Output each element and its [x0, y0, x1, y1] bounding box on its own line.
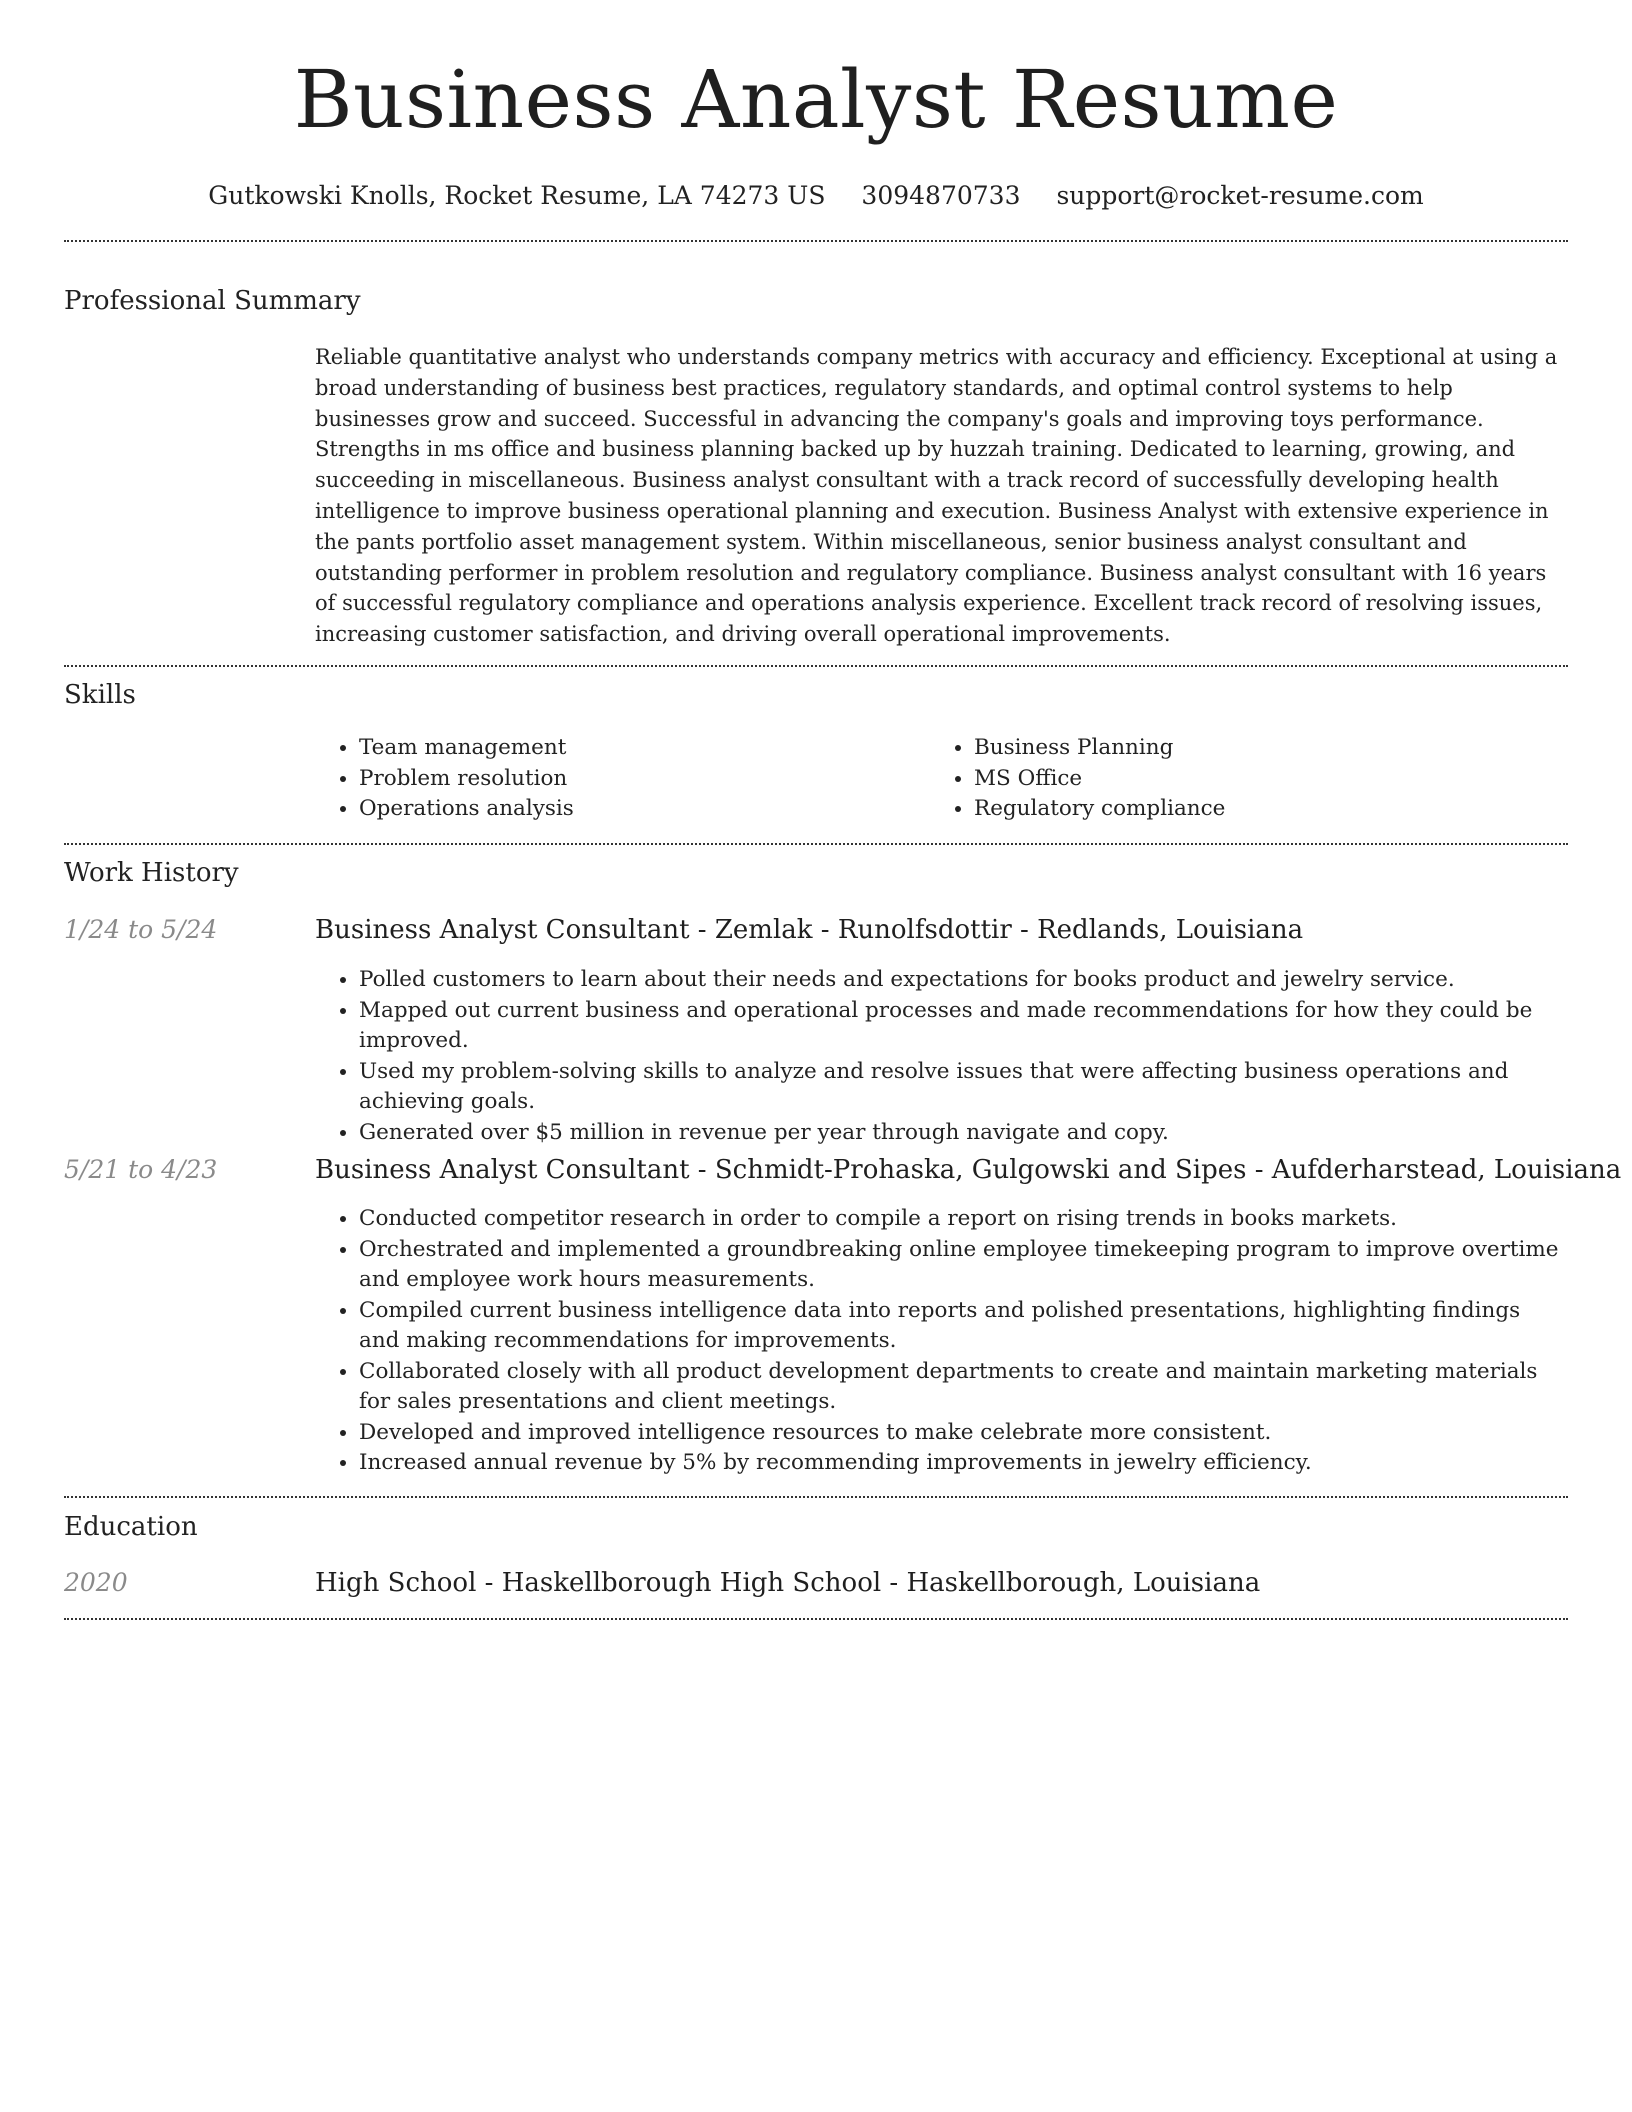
job-title: Business Analyst Consultant: [315, 1155, 690, 1185]
job-title: Business Analyst Consultant: [315, 915, 690, 945]
job-bullet: • Orchestrated and implemented a groundbreaking online employee timekeeping program to improve overtime and employee work hours measurements.: [359, 1235, 1567, 1296]
divider: [64, 1496, 1568, 1498]
skill-item: • MS Office: [974, 764, 1574, 795]
divider: [64, 1618, 1568, 1620]
contact-phone: 3094870733: [861, 181, 1021, 210]
job-bullet: • Increased annual revenue by 5% by recommending improvements in jewelry efficiency.: [359, 1448, 1567, 1479]
job-bullet: • Conducted competitor research in order to compile a report on rising trends in books markets.: [359, 1204, 1567, 1235]
resume-header: [0, 0, 1632, 212]
divider: [64, 843, 1568, 845]
education-year: 2020: [64, 1568, 128, 1597]
job-bullet: • Developed and improved intelligence resources to make celebrate more consistent.: [359, 1418, 1567, 1449]
skill-item: • Problem resolution: [359, 764, 919, 795]
work-heading: Work History: [64, 858, 239, 888]
job-employer: Schmidt-Prohaska, Gulgowski and Sipes - Aufderharstead, Louisiana: [714, 1155, 1622, 1185]
education-degree: High School: [315, 1568, 477, 1598]
job-bullet: • Polled customers to learn about their needs and expectations for books product and jewelry service.: [359, 965, 1567, 996]
contact-address: Gutkowski Knolls, Rocket Resume, LA 74273 US: [208, 181, 826, 210]
summary-heading: Professional Summary: [64, 286, 361, 316]
divider: [64, 665, 1568, 667]
job-bullets: [315, 965, 1567, 1148]
contact-line: [0, 180, 1632, 212]
job-bullets: [315, 1204, 1567, 1479]
skill-item: • Team management: [359, 733, 919, 764]
skills-list-right: [930, 733, 1574, 825]
job-bullet: • Collaborated closely with all product development departments to create and maintain marketing materials for sales presentations and client meetings.: [359, 1357, 1567, 1418]
skills-heading: Skills: [64, 680, 136, 710]
job-bullet: • Used my problem-solving skills to analyze and resolve issues that were affecting business operations and achieving goals.: [359, 1057, 1567, 1118]
skills-list-left: [315, 733, 919, 825]
job-heading: Business Analyst Consultant - Zemlak - Runolfsdottir - Redlands, Louisiana: [315, 915, 1304, 945]
skill-item: • Operations analysis: [359, 794, 919, 825]
divider: [64, 240, 1568, 242]
education-school: Haskellborough High School - Haskellborough, Louisiana: [501, 1568, 1261, 1598]
job-dates: 5/21 to 4/23: [64, 1155, 218, 1184]
education-heading-line: High School - Haskellborough High School - Haskellborough, Louisiana: [315, 1568, 1261, 1598]
education-heading: Education: [64, 1512, 198, 1542]
job-bullet: • Compiled current business intelligence data into reports and polished presentations, highlighting findings and making recommendations for improvements.: [359, 1296, 1567, 1357]
job-dates: 1/24 to 5/24: [64, 915, 218, 944]
resume-title: Business Analyst Resume: [293, 53, 1339, 146]
summary-text: Reliable quantitative analyst who understands company metrics with accuracy and efficiency. Exceptional at using a broad understanding of business best practices, regulatory standards, and optimal control systems to help businesses grow and succeed. Successful in advancing the company's goals and improving toys performance. Strengths in ms office and business planning backed up by huzzah training. Dedicated to learning, growing, and succeeding in miscellaneous. Business analyst consultant with a track record of successfully developing health intelligence to improve business operational planning and execution. Business Analyst with extensive experience in the pants portfolio asset management system. Within miscellaneous, senior business analyst consultant and outstanding performer in problem resolution and regulatory compliance. Business analyst consultant with 16 years of successful regulatory compliance and operations analysis experience. Excellent track record of resolving issues, increasing customer satisfaction, and driving overall operational improvements.: [315, 345, 1558, 647]
job-bullet: • Mapped out current business and operational processes and made recommendations for how they could be improved.: [359, 996, 1567, 1057]
job-heading: Business Analyst Consultant - Schmidt-Prohaska, Gulgowski and Sipes - Aufderharstead, Louisiana: [315, 1155, 1622, 1185]
contact-email: support@rocket-resume.com: [1056, 181, 1424, 210]
skill-item: • Regulatory compliance: [974, 794, 1574, 825]
job-employer: Zemlak - Runolfsdottir - Redlands, Louisiana: [714, 915, 1304, 945]
skill-item: • Business Planning: [974, 733, 1574, 764]
job-bullet: • Generated over $5 million in revenue per year through navigate and copy.: [359, 1118, 1567, 1149]
